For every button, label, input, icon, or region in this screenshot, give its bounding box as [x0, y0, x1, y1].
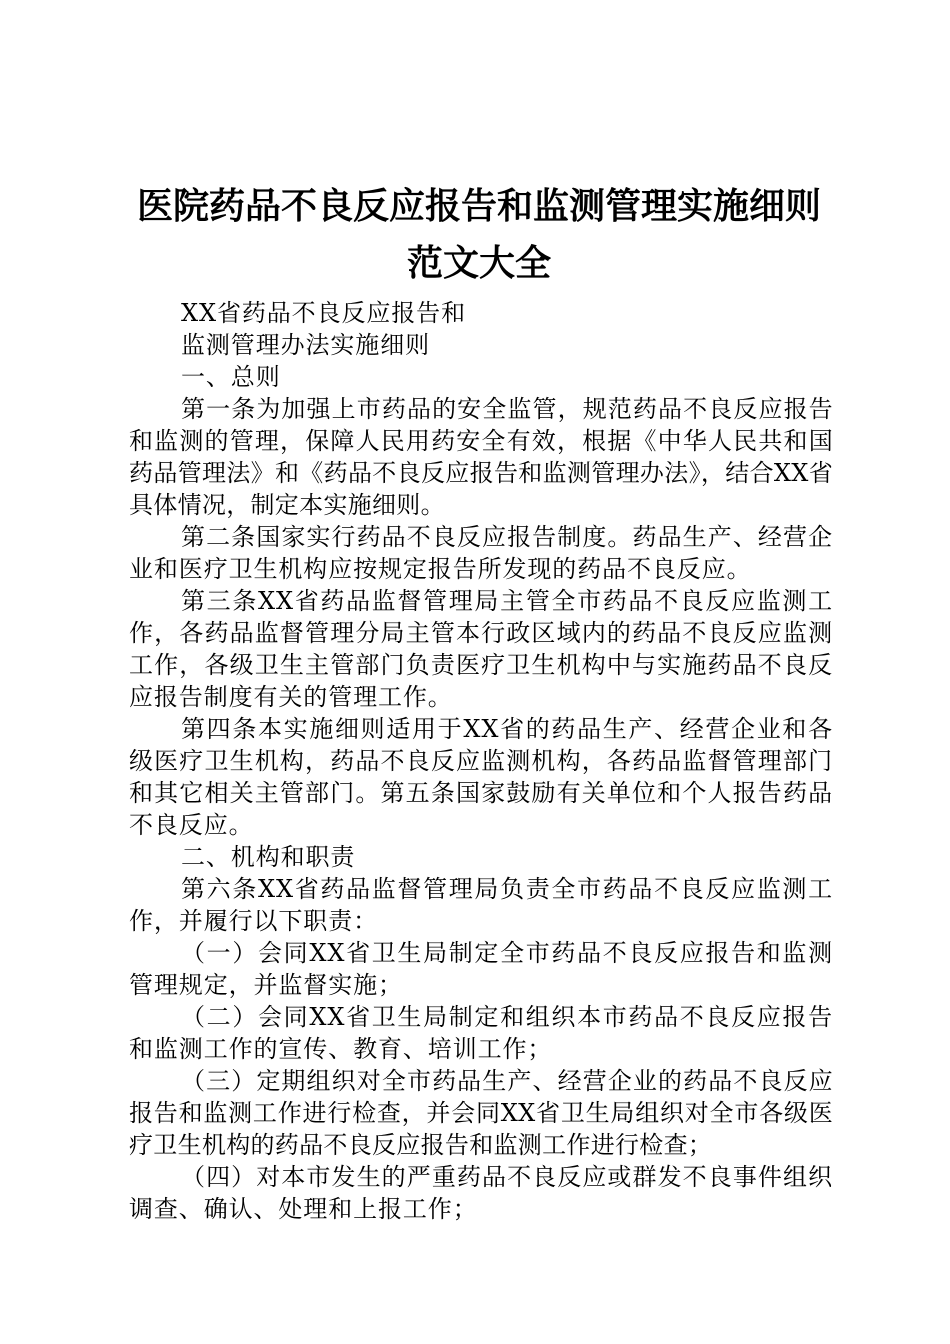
paragraph-article-6: 第六条XX省药品监督管理局负责全市药品不良反应监测工作，并履行以下职责： — [129, 875, 833, 935]
paragraph-article-3: 第三条XX省药品监督管理局主管全市药品不良反应监测工作，各药品监督管理分局主管本行政区域内的药品不良反应监测工作，各级卫生主管部门负责医疗卫生机构中与实施药品不良反应报告制度有关的管理工作。 — [129, 587, 833, 711]
section-heading-organization: 二、机构和职责 — [181, 843, 356, 871]
paragraph-duty-2: （二）会同XX省卫生局制定和组织本市药品不良反应报告和监测工作的宣传、教育、培训工作； — [129, 1003, 833, 1063]
paragraph-duty-4: （四）对本市发生的严重药品不良反应或群发不良事件组织调查、确认、处理和上报工作； — [129, 1163, 833, 1223]
document-title: 医院药品不良反应报告和监测管理实施细则范文大全 — [136, 185, 821, 284]
paragraph-subtitle-line-2: 监测管理办法实施细则 — [181, 331, 430, 359]
paragraph-duty-1: （一）会同XX省卫生局制定全市药品不良反应报告和监测管理规定，并监督实施； — [129, 939, 833, 999]
document-body — [129, 297, 833, 1225]
section-heading-general: 一、总则 — [181, 363, 281, 391]
paragraph-article-4-5: 第四条本实施细则适用于XX省的药品生产、经营企业和各级医疗卫生机构，药品不良反应监测机构，各药品监督管理部门和其它相关主管部门。第五条国家鼓励有关单位和个人报告药品不良反应。 — [129, 715, 833, 839]
paragraph-duty-3: （三）定期组织对全市药品生产、经营企业的药品不良反应报告和监测工作进行检查，并会同XX省卫生局组织对全市各级医疗卫生机构的药品不良反应报告和监测工作进行检查； — [129, 1067, 833, 1159]
paragraph-article-2: 第二条国家实行药品不良反应报告制度。药品生产、经营企业和医疗卫生机构应按规定报告所发现的药品不良反应。 — [129, 523, 833, 583]
paragraph-subtitle-line-1: XX省药品不良反应报告和 — [181, 299, 466, 327]
paragraph-article-1: 第一条为加强上市药品的安全监管，规范药品不良反应报告和监测的管理，保障人民用药安全有效，根据《中华人民共和国药品管理法》和《药品不良反应报告和监测管理办法》，结合XX省具体情况，制定本实施细则。 — [129, 395, 833, 519]
